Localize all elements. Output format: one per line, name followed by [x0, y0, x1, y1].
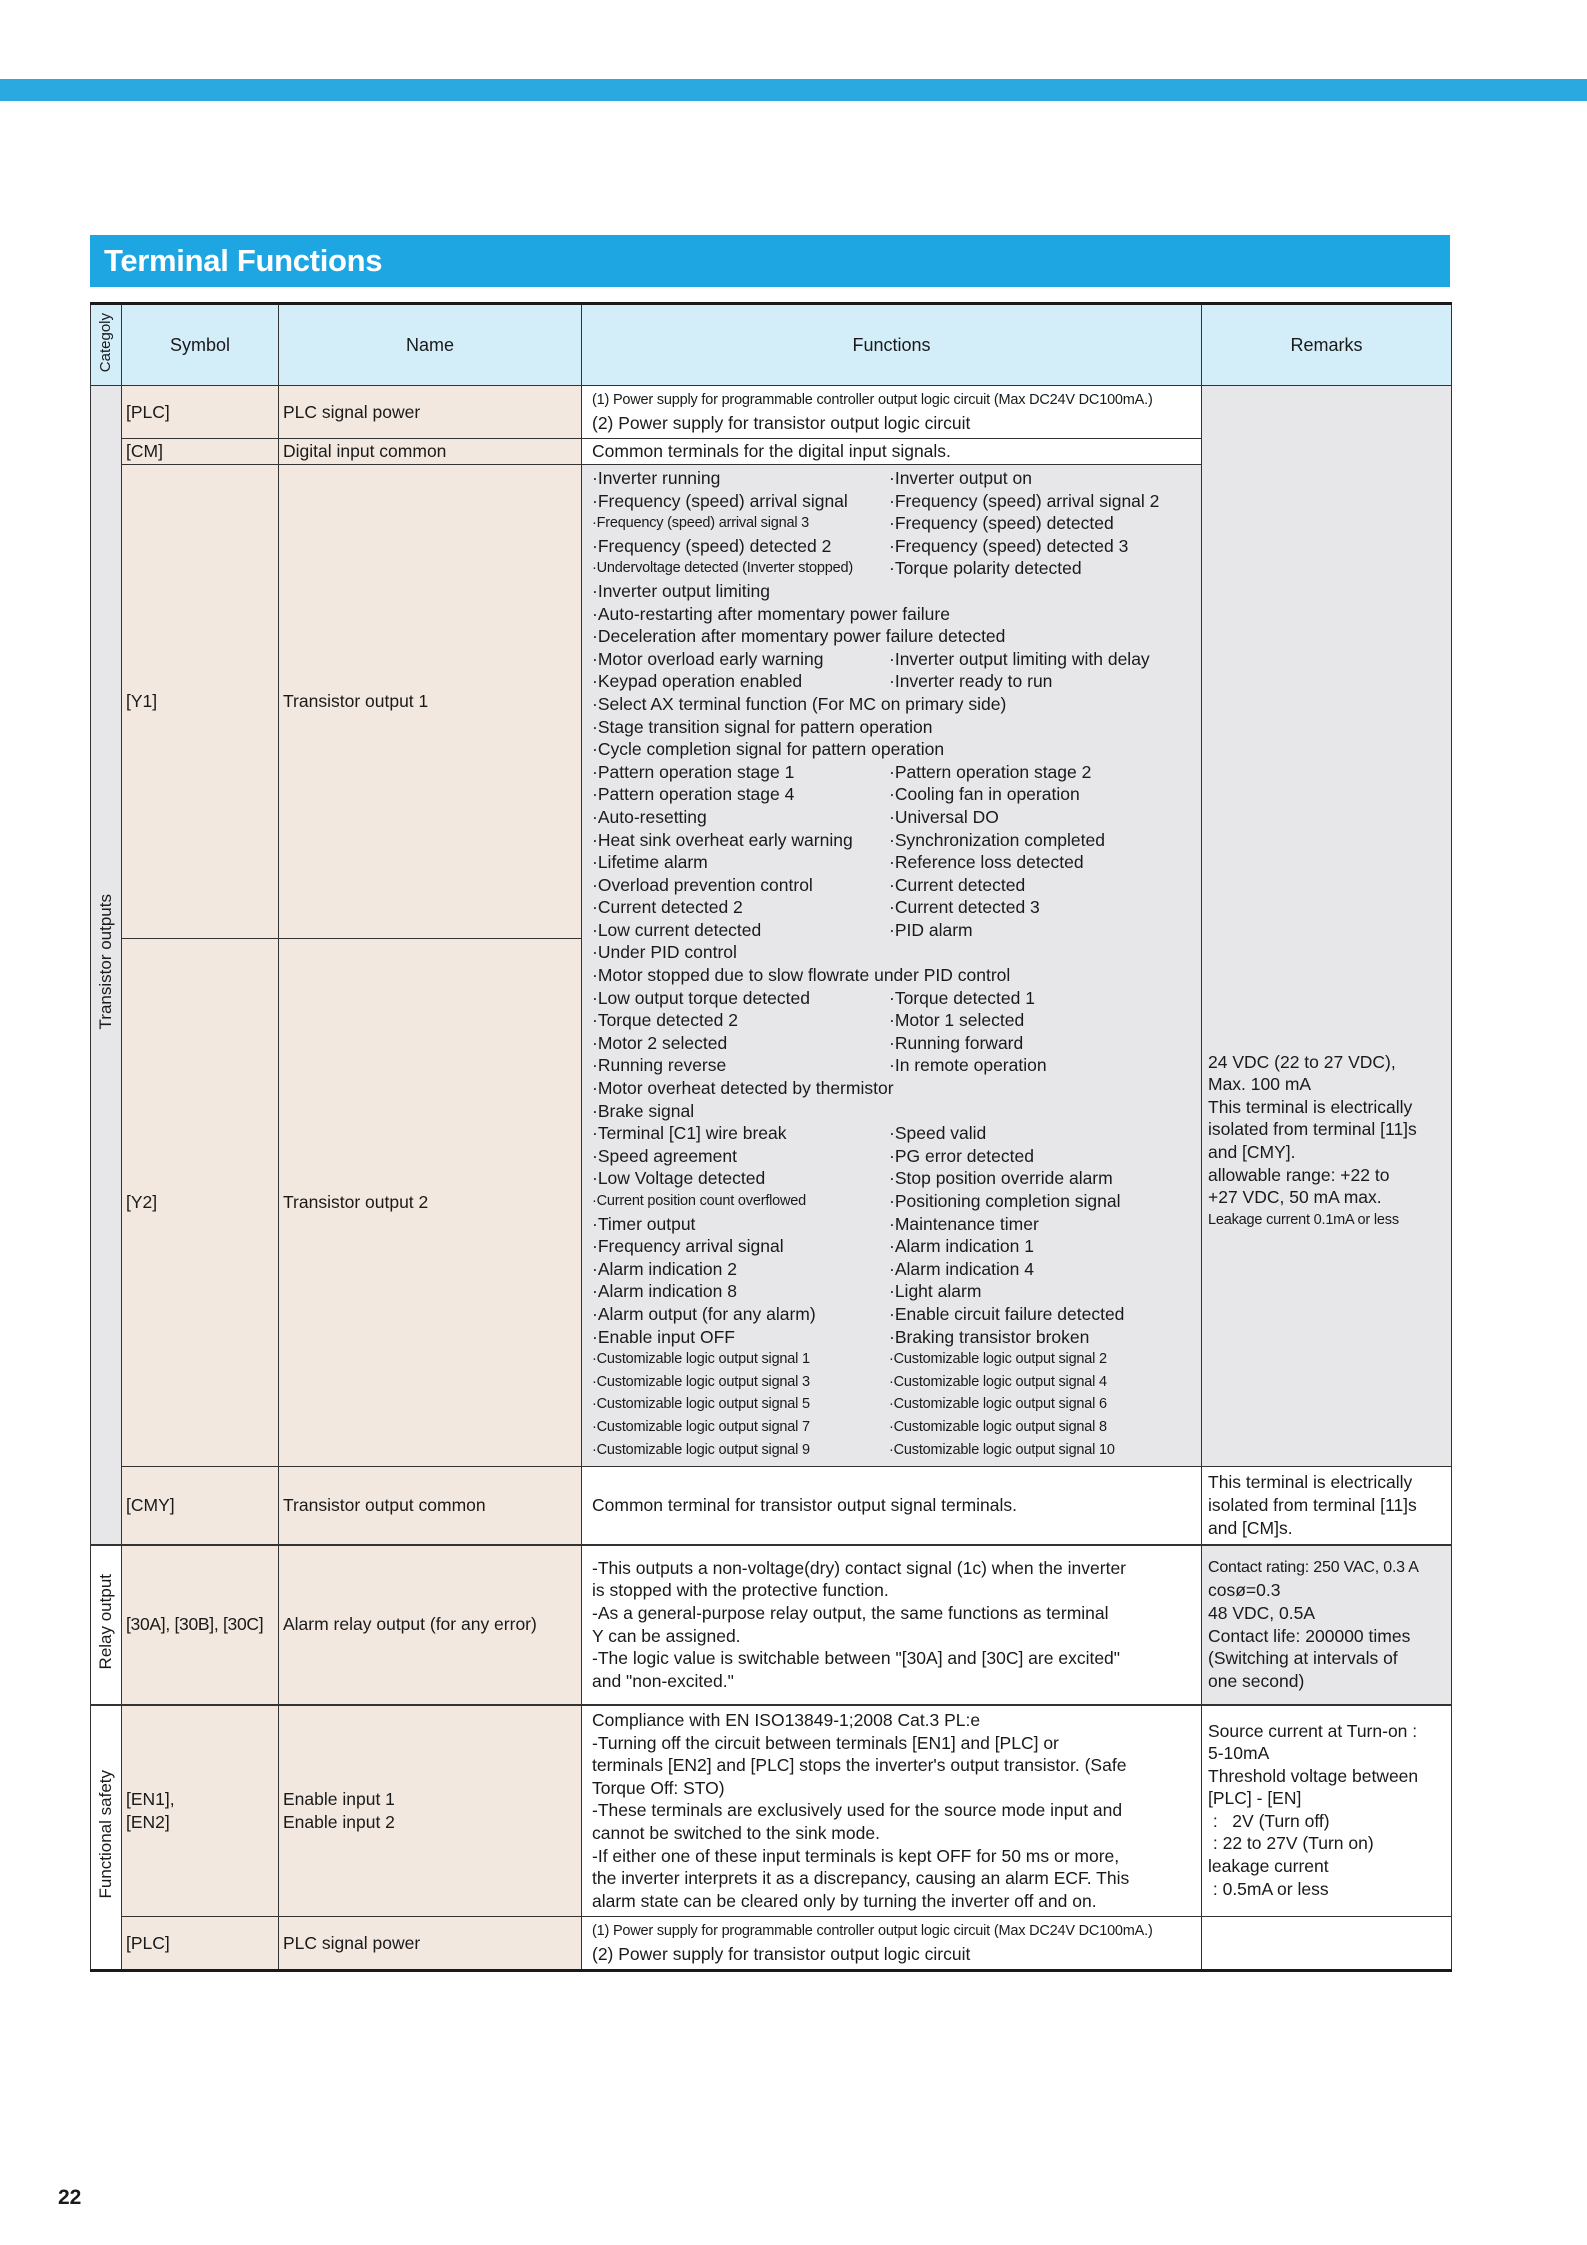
y-function-item: ·Under PID control	[592, 942, 737, 963]
y-function-item: ·PID alarm	[889, 919, 973, 940]
y-function-item: ·Alarm indication 4	[889, 1258, 1034, 1279]
function-line: (2) Power supply for transistor output logic circuit	[592, 413, 971, 433]
remark-line: : 0.5mA or less	[1208, 1878, 1329, 1899]
terminal-functions-table	[90, 302, 1452, 1972]
name-cell: Transistor output 2	[279, 939, 582, 1467]
remark-line: (Switching at intervals of	[1208, 1648, 1398, 1669]
remarks-cell	[1202, 1545, 1452, 1705]
y-function-item: ·Running forward	[889, 1032, 1024, 1053]
y-function-item: ·Braking transistor broken	[889, 1326, 1090, 1347]
name-cell	[279, 1705, 582, 1917]
symbol-cell: [Y1]	[122, 465, 279, 939]
remark-line: allowable range: +22 to	[1208, 1164, 1390, 1185]
category-relay-output: Relay output	[91, 1545, 122, 1705]
table-row	[91, 386, 1452, 439]
y-function-line	[592, 874, 1191, 897]
y-function-line	[592, 1213, 1191, 1236]
y-function-item: ·Frequency (speed) arrival signal	[592, 490, 848, 511]
symbol-line: [EN1],	[126, 1789, 175, 1810]
remark-line: isolated from terminal [11]s	[1208, 1119, 1417, 1140]
y-function-line	[592, 851, 1191, 874]
y-function-line	[592, 670, 1191, 693]
remark-line: 5-10mA	[1208, 1743, 1270, 1764]
functions-cell	[582, 1545, 1202, 1705]
y-function-line	[592, 535, 1191, 558]
y-function-item: ·Timer output	[592, 1213, 696, 1234]
y-function-line	[592, 1393, 1191, 1416]
function-line: terminals [EN2] and [PLC] stops the inverter's output transistor. (Safe	[592, 1755, 1127, 1776]
remark-line: leakage current	[1208, 1856, 1329, 1877]
name-cell: PLC signal power	[279, 386, 582, 439]
function-line: -The logic value is switchable between "[30A] and [30C] are excited"	[592, 1648, 1120, 1669]
y-function-line	[592, 829, 1191, 852]
y-function-line	[592, 896, 1191, 919]
header-functions: Functions	[582, 304, 1202, 386]
function-line: (1) Power supply for programmable controller output logic circuit (Max DC24V DC100mA.)	[592, 392, 1153, 409]
remarks-cell	[1202, 1467, 1452, 1545]
y-function-item: ·Maintenance timer	[889, 1213, 1039, 1234]
y-function-line	[592, 761, 1191, 784]
y-function-item: ·Running reverse	[592, 1055, 727, 1076]
y-function-line	[592, 1009, 1191, 1032]
y-function-item: ·Current detected 3	[889, 897, 1040, 918]
y-function-item: ·Customizable logic output signal 5	[592, 1396, 810, 1413]
y-function-line	[592, 1439, 1191, 1462]
header-category: Categoly	[91, 304, 122, 386]
y-function-line	[592, 919, 1191, 942]
y-function-item: ·Reference loss detected	[889, 852, 1084, 873]
y-function-item: ·Undervoltage detected (Inverter stopped)	[592, 560, 854, 577]
y-function-item: ·Frequency arrival signal	[592, 1236, 784, 1257]
y-function-line	[592, 1054, 1191, 1077]
name-line: Enable input 1	[283, 1789, 395, 1810]
y-function-item: ·In remote operation	[889, 1055, 1047, 1076]
header-name: Name	[279, 304, 582, 386]
y-function-item: ·Inverter output limiting	[592, 580, 770, 601]
remark-line: : 2V (Turn off)	[1208, 1810, 1330, 1831]
y-function-line	[592, 512, 1191, 535]
name-cell: Transistor output 1	[279, 465, 582, 939]
y-function-item: ·Auto-resetting	[592, 806, 707, 827]
table-row	[91, 1917, 1452, 1971]
y-function-item: ·Motor overload early warning	[592, 648, 824, 669]
remark-line: This terminal is electrically	[1208, 1096, 1413, 1117]
y-function-item: ·Alarm indication 2	[592, 1258, 737, 1279]
y-function-item: ·Light alarm	[889, 1281, 982, 1302]
y-function-item: ·Customizable logic output signal 7	[592, 1418, 810, 1435]
remark-line: Leakage current 0.1mA or less	[1208, 1211, 1399, 1228]
y-function-item: ·Keypad operation enabled	[592, 671, 803, 692]
y-function-item: ·Motor stopped due to slow flowrate under PID control	[592, 965, 1011, 986]
y-function-item: ·Synchronization completed	[889, 829, 1105, 850]
symbol-cell: [PLC]	[122, 386, 279, 439]
category-functional-safety: Functional safety	[91, 1705, 122, 1971]
remark-line: +27 VDC, 50 mA max.	[1208, 1187, 1382, 1208]
y-function-item: ·Frequency (speed) detected 2	[592, 535, 832, 556]
remark-line: and [CMY].	[1208, 1142, 1296, 1162]
function-line: (1) Power supply for programmable controller output logic circuit (Max DC24V DC100mA.)	[592, 1923, 1153, 1940]
y-function-item: ·Low Voltage detected	[592, 1168, 766, 1189]
y-function-line	[592, 783, 1191, 806]
symbol-cell: [30A], [30B], [30C]	[122, 1545, 279, 1705]
y-function-item: ·Deceleration after momentary power failure detected	[592, 626, 1006, 647]
y-function-line	[592, 625, 1191, 648]
name-cell: Transistor output common	[279, 1467, 582, 1545]
y-function-item: ·Alarm output (for any alarm)	[592, 1303, 816, 1324]
y-function-item: ·Select AX terminal function (For MC on primary side)	[592, 693, 1007, 714]
function-line: Torque Off: STO)	[592, 1777, 725, 1798]
y-function-item: ·Frequency (speed) arrival signal 2	[889, 490, 1160, 511]
function-line: Compliance with EN ISO13849-1;2008 Cat.3 PL:e	[592, 1710, 981, 1731]
functions-cell: Common terminals for the digital input signals.	[582, 439, 1202, 465]
y-function-item: ·Motor overheat detected by thermistor	[592, 1078, 894, 1099]
y-function-item: ·Customizable logic output signal 3	[592, 1373, 810, 1390]
table-row	[91, 1705, 1452, 1917]
y-function-item: ·Cycle completion signal for pattern operation	[592, 739, 945, 760]
function-line: -Turning off the circuit between terminals [EN1] and [PLC] or	[592, 1732, 1059, 1753]
y-function-item: ·Stop position override alarm	[889, 1168, 1113, 1189]
y-function-line	[592, 648, 1191, 671]
y-function-item: ·Inverter ready to run	[889, 671, 1053, 692]
table-row	[91, 1545, 1452, 1705]
function-line: is stopped with the protective function.	[592, 1580, 889, 1601]
y-function-item: ·Frequency (speed) detected 3	[889, 535, 1129, 556]
y-function-line	[592, 1348, 1191, 1371]
y-functions-cell	[582, 465, 1202, 1467]
y-function-item: ·Customizable logic output signal 6	[889, 1396, 1107, 1413]
y-function-line	[592, 1122, 1191, 1145]
y-function-item: ·Motor 1 selected	[889, 1010, 1025, 1031]
symbol-line: [EN2]	[126, 1811, 170, 1832]
symbol-cell: [CMY]	[122, 1467, 279, 1545]
remark-line: Contact life: 200000 times	[1208, 1625, 1411, 1646]
y-function-item: ·Speed valid	[889, 1123, 987, 1144]
y-function-line	[592, 1416, 1191, 1439]
y-function-item: ·Current detected	[889, 874, 1026, 895]
y-function-item: ·Customizable logic output signal 10	[889, 1441, 1115, 1458]
symbol-cell: [PLC]	[122, 1917, 279, 1971]
y-function-item: ·Low current detected	[592, 919, 762, 940]
y-function-item: ·Customizable logic output signal 1	[592, 1351, 810, 1368]
y-function-item: ·Enable circuit failure detected	[889, 1303, 1125, 1324]
y-function-item: ·Customizable logic output signal 4	[889, 1373, 1107, 1390]
y-function-line	[592, 987, 1191, 1010]
name-cell: Digital input common	[279, 439, 582, 465]
function-line: alarm state can be cleared only by turning the inverter off and on.	[592, 1890, 1097, 1911]
y-function-item: ·Universal DO	[889, 806, 999, 827]
y-function-item: ·Torque polarity detected	[889, 558, 1082, 579]
category-transistor-outputs: Transistor outputs	[91, 386, 122, 1545]
y-function-item: ·Torque detected 1	[889, 987, 1035, 1008]
symbol-cell: [Y2]	[122, 939, 279, 1467]
top-accent-band	[0, 79, 1587, 101]
y-function-item: ·Stage transition signal for pattern operation	[592, 716, 933, 737]
y-function-line	[592, 1280, 1191, 1303]
y-function-line	[592, 693, 1191, 716]
y-function-item: ·Motor 2 selected	[592, 1032, 728, 1053]
y-function-item: ·Overload prevention control	[592, 874, 813, 895]
y-function-item: ·Inverter output on	[889, 468, 1032, 488]
y-function-item: ·Pattern operation stage 1	[592, 761, 795, 782]
function-line: -As a general-purpose relay output, the same functions as terminal	[592, 1602, 1109, 1623]
y-function-line	[592, 1303, 1191, 1326]
remark-line: one second)	[1208, 1670, 1305, 1691]
y-function-item: ·Customizable logic output signal 8	[889, 1418, 1107, 1435]
header-remarks: Remarks	[1202, 304, 1452, 386]
function-line: cannot be switched to the sink mode.	[592, 1823, 880, 1844]
y-function-item: ·PG error detected	[889, 1145, 1034, 1166]
y-function-item: ·Pattern operation stage 4	[592, 784, 795, 805]
function-line: -These terminals are exclusively used for the source mode input and	[592, 1800, 1123, 1821]
y-function-item: ·Lifetime alarm	[592, 852, 708, 873]
y-function-item: ·Inverter running	[592, 468, 721, 488]
y-function-line	[592, 1326, 1191, 1349]
y-function-line	[592, 490, 1191, 513]
functions-cell	[582, 1705, 1202, 1917]
functions-cell	[582, 1917, 1202, 1971]
remark-line: [PLC] - [EN]	[1208, 1788, 1302, 1809]
name-line: Enable input 2	[283, 1811, 395, 1832]
transistor-remarks-cell	[1202, 386, 1452, 1467]
function-line: Y can be assigned.	[592, 1625, 741, 1646]
y-function-item: ·Positioning completion signal	[889, 1191, 1121, 1211]
remark-line: cosø=0.3	[1208, 1580, 1281, 1601]
remark-line: Source current at Turn-on :	[1208, 1720, 1418, 1741]
y-function-item: ·Brake signal	[592, 1100, 695, 1121]
y-function-line	[592, 1190, 1191, 1213]
function-line: and "non-excited."	[592, 1670, 734, 1691]
y-function-item: ·Current detected 2	[592, 897, 743, 918]
y-function-item: ·Auto-restarting after momentary power failure	[592, 603, 950, 624]
y-function-item: ·Enable input OFF	[592, 1326, 735, 1347]
y-function-item: ·Pattern operation stage 2	[889, 761, 1092, 782]
remarks-cell	[1202, 1705, 1452, 1917]
y-function-line	[592, 964, 1191, 987]
y-function-item: ·Frequency (speed) arrival signal 3	[592, 515, 810, 532]
y-function-line	[592, 806, 1191, 829]
table-row	[91, 1467, 1452, 1545]
y-function-item: ·Frequency (speed) detected	[889, 513, 1114, 534]
remarks-cell-empty	[1202, 1917, 1452, 1971]
functions-cell	[582, 386, 1202, 439]
y-function-item: ·Customizable logic output signal 2	[889, 1351, 1107, 1368]
y-function-line	[592, 580, 1191, 603]
y-function-item: ·Customizable logic output signal 9	[592, 1441, 810, 1458]
y-function-item: ·Alarm indication 8	[592, 1281, 737, 1302]
remark-line: This terminal is electrically	[1208, 1472, 1413, 1493]
y-function-line	[592, 1145, 1191, 1168]
remark-line: : 22 to 27V (Turn on)	[1208, 1833, 1374, 1854]
y-function-line	[592, 603, 1191, 626]
y-function-line	[592, 716, 1191, 739]
remark-line: Max. 100 mA	[1208, 1074, 1312, 1095]
remark-line: Contact rating: 250 VAC, 0.3 A	[1208, 1558, 1419, 1576]
function-line: -If either one of these input terminals is kept OFF for 50 ms or more,	[592, 1845, 1120, 1866]
function-line: -This outputs a non-voltage(dry) contact signal (1c) when the inverter	[592, 1557, 1127, 1578]
page-number: 22	[58, 2186, 82, 2209]
symbol-cell: [CM]	[122, 439, 279, 465]
y-function-item: ·Current position count overflowed	[592, 1193, 807, 1209]
function-line: (2) Power supply for transistor output logic circuit	[592, 1944, 971, 1964]
header-symbol: Symbol	[122, 304, 279, 386]
y-function-line	[592, 1258, 1191, 1281]
y-function-line	[592, 941, 1191, 964]
y-function-line	[592, 1235, 1191, 1258]
function-line: the inverter interprets it as a discrepancy, causing an alarm ECF. This	[592, 1868, 1130, 1889]
y-function-line	[592, 1100, 1191, 1123]
functions-cell: Common terminal for transistor output signal terminals.	[582, 1467, 1202, 1545]
y-function-item: ·Torque detected 2	[592, 1010, 738, 1031]
remark-line: 24 VDC (22 to 27 VDC),	[1208, 1051, 1396, 1072]
remark-line: Threshold voltage between	[1208, 1765, 1419, 1786]
y-function-item: ·Alarm indication 1	[889, 1236, 1034, 1257]
y-function-line	[592, 1077, 1191, 1100]
y-function-line	[592, 557, 1191, 580]
y-function-item: ·Inverter output limiting with delay	[889, 648, 1150, 669]
y-function-line	[592, 1167, 1191, 1190]
y-function-item: ·Terminal [C1] wire break	[592, 1123, 787, 1144]
remark-line: 48 VDC, 0.5A	[1208, 1602, 1315, 1623]
y-function-line	[592, 1371, 1191, 1394]
name-cell: PLC signal power	[279, 1917, 582, 1971]
y-function-item: ·Speed agreement	[592, 1145, 737, 1166]
y-function-item: ·Low output torque detected	[592, 987, 810, 1008]
symbol-cell	[122, 1705, 279, 1917]
y-function-item: ·Cooling fan in operation	[889, 784, 1080, 805]
y-function-line	[592, 738, 1191, 761]
name-cell: Alarm relay output (for any error)	[279, 1545, 582, 1705]
remark-line: isolated from terminal [11]s	[1208, 1494, 1417, 1515]
y-function-item: ·Heat sink overheat early warning	[592, 829, 853, 850]
y-function-line	[592, 467, 1191, 490]
table-header-row	[91, 304, 1452, 386]
section-title: Terminal Functions	[90, 235, 1450, 287]
remark-line: and [CM]s.	[1208, 1517, 1293, 1538]
y-function-line	[592, 1032, 1191, 1055]
